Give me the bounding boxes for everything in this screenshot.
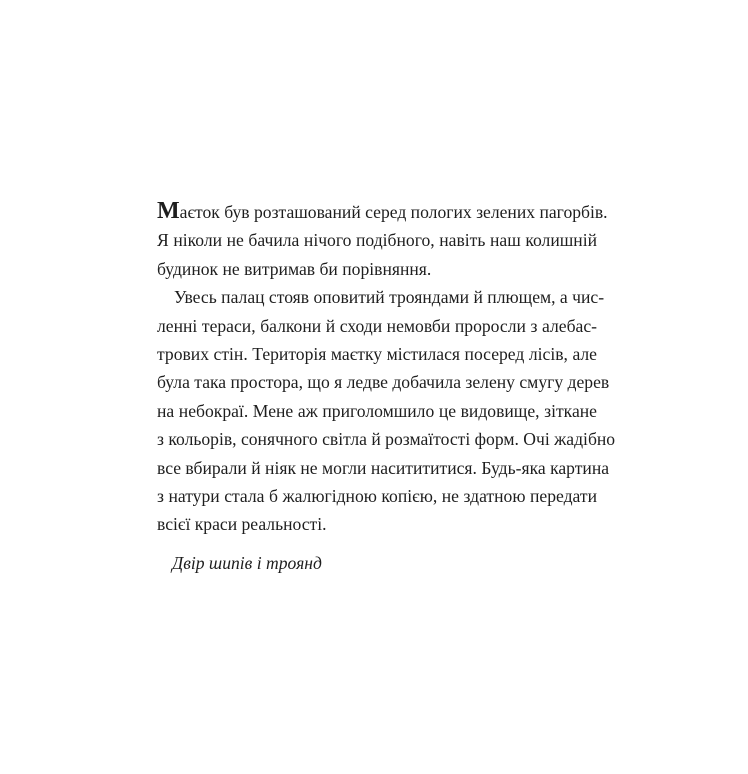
quote-line-9: з кольорів, сонячного світла й розмаїтості форм. Очі жадібно bbox=[157, 429, 616, 450]
quote-line-4: Увесь палац стояв оповитий трояндами й плющем, а чис- bbox=[174, 287, 605, 308]
quote-line-12: всієї краси реальності. bbox=[157, 514, 327, 535]
quote-line-8: на небокраї. Мене аж приголомшило це видовище, зіткане bbox=[157, 400, 597, 421]
drop-cap: М bbox=[157, 198, 180, 224]
quote-line-2: Я ніколи не бачила нічого подібного, навіть наш колишній bbox=[157, 230, 597, 251]
quote-line-11: з натури стала б жалюгідною копією, не здатною передати bbox=[157, 486, 597, 507]
quote-line-3: будинок не витримав би порівняння. bbox=[157, 258, 432, 279]
quote-line-10: все вбирали й ніяк не могли наситититися. Будь-яка картина bbox=[157, 457, 610, 478]
quote-line-6: трових стін. Територія маєтку містилася посеред лісів, але bbox=[157, 344, 597, 365]
quote-line-7: була така простора, що я ледве добачила зелену смугу дерев bbox=[157, 372, 610, 393]
quote-line-5: ленні тераси, балкони й сходи немовби проросли з алебас- bbox=[157, 315, 597, 336]
quote-text bbox=[157, 197, 616, 539]
quote-line-1: Маєток був розташований серед пологих зелених пагорбів. bbox=[157, 198, 608, 224]
quote-source: Двір шипів і троянд bbox=[172, 553, 322, 573]
